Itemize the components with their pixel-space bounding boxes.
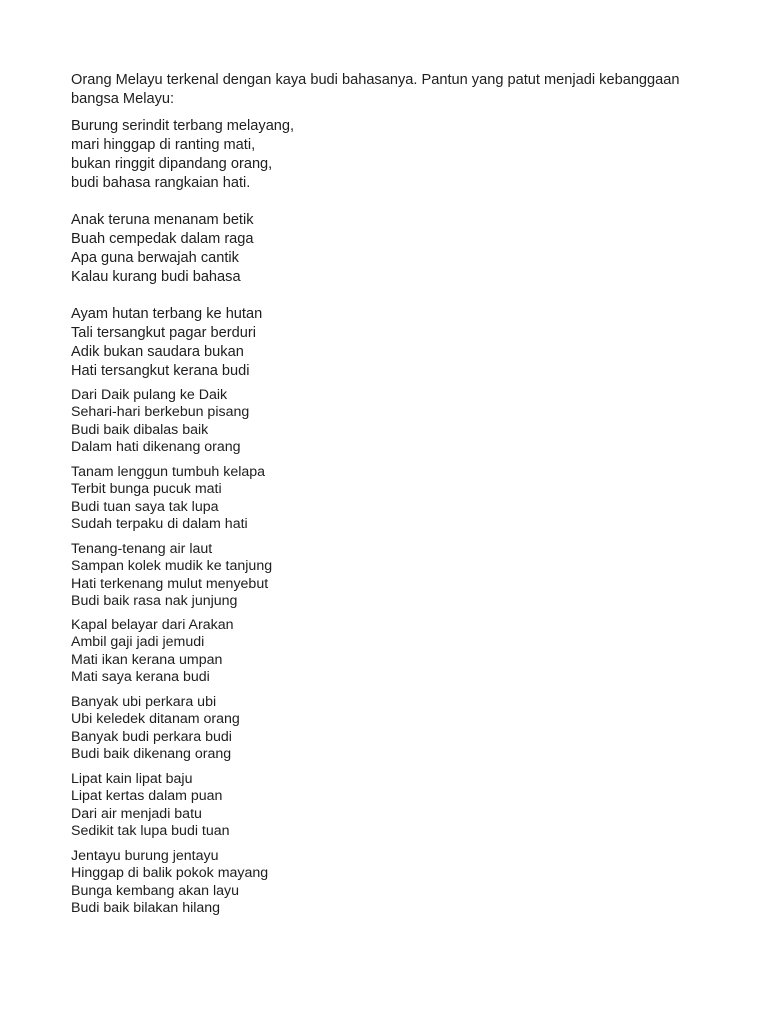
stanza-line: Sehari-hari berkebun pisang xyxy=(71,404,250,421)
stanza-line: mari hinggap di ranting mati, xyxy=(71,137,256,153)
stanza-line: Tanam lenggun tumbuh kelapa xyxy=(71,464,266,480)
pantun-stanza-2 xyxy=(71,211,631,287)
stanza-line: Dari Daik pulang ke Daik xyxy=(71,387,228,403)
stanza-line: Tali tersangkut pagar berduri xyxy=(71,325,256,341)
stanza-line: Budi tuan saya tak lupa xyxy=(71,498,219,515)
pantun-stanza-10 xyxy=(71,848,631,917)
stanza-line: Jentayu burung jentayu xyxy=(71,848,219,864)
stanza-line: Kalau kurang budi bahasa xyxy=(71,269,241,285)
stanza-line: Budi baik bilakan hilang xyxy=(71,899,221,916)
stanza-line: Sudah terpaku di dalam hati xyxy=(71,515,248,532)
pantun-stanza-5 xyxy=(71,464,631,533)
stanza-line: Buah cempedak dalam raga xyxy=(71,231,254,247)
stanza-line: Lipat kain lipat baju xyxy=(71,771,193,787)
stanza-line: Dalam hati dikenang orang xyxy=(71,438,241,455)
stanza-line: Bunga kembang akan layu xyxy=(71,882,240,899)
stanza-line: Terbit bunga pucuk mati xyxy=(71,481,222,498)
stanza-line: Budi baik dibalas baik xyxy=(71,421,209,438)
stanza-line: budi bahasa rangkaian hati. xyxy=(71,175,251,191)
stanza-line: bukan ringgit dipandang orang, xyxy=(71,156,273,172)
stanza-line: Tenang-tenang air laut xyxy=(71,541,213,557)
stanza-line: Mati saya kerana budi xyxy=(71,668,210,685)
stanza-line: Sampan kolek mudik ke tanjung xyxy=(71,558,273,575)
pantun-stanza-7 xyxy=(71,617,631,686)
stanza-line: Dari air menjadi batu xyxy=(71,805,202,822)
stanza-line: Apa guna berwajah cantik xyxy=(71,250,239,266)
stanza-line: Ubi keledek ditanam orang xyxy=(71,711,240,728)
pantun-stanza-6 xyxy=(71,541,631,610)
stanza-line: Budi baik rasa nak junjung xyxy=(71,592,238,609)
pantun-stanza-8 xyxy=(71,694,631,763)
stanza-line: Ayam hutan terbang ke hutan xyxy=(71,306,263,322)
stanza-line: Ambil gaji jadi jemudi xyxy=(71,634,205,651)
stanza-line: Lipat kertas dalam puan xyxy=(71,788,223,805)
stanza-line: Anak teruna menanam betik xyxy=(71,212,254,228)
stanza-line: Banyak budi perkara budi xyxy=(71,728,232,745)
stanza-line: Hati terkenang mulut menyebut xyxy=(71,575,269,592)
stanza-line: Mati ikan kerana umpan xyxy=(71,651,223,668)
stanza-line: Sedikit tak lupa budi tuan xyxy=(71,822,230,839)
stanza-line: Budi baik dikenang orang xyxy=(71,745,232,762)
stanza-line: Adik bukan saudara bukan xyxy=(71,344,244,360)
pantun-stanza-4 xyxy=(71,387,631,456)
pantun-stanza-3 xyxy=(71,305,631,381)
stanza-line: Kapal belayar dari Arakan xyxy=(71,617,234,633)
stanza-line: Hati tersangkut kerana budi xyxy=(71,363,250,379)
pantun-stanza-1 xyxy=(71,117,631,193)
pantun-stanza-9 xyxy=(71,771,631,840)
stanza-line: Hinggap di balik pokok mayang xyxy=(71,865,269,882)
intro-paragraph: Orang Melayu terkenal dengan kaya budi bahasanya. Pantun yang patut menjadi kebanggaan bangsa Melayu: xyxy=(71,72,680,107)
stanza-line: Banyak ubi perkara ubi xyxy=(71,694,217,710)
stanza-line: Burung serindit terbang melayang, xyxy=(71,118,295,134)
